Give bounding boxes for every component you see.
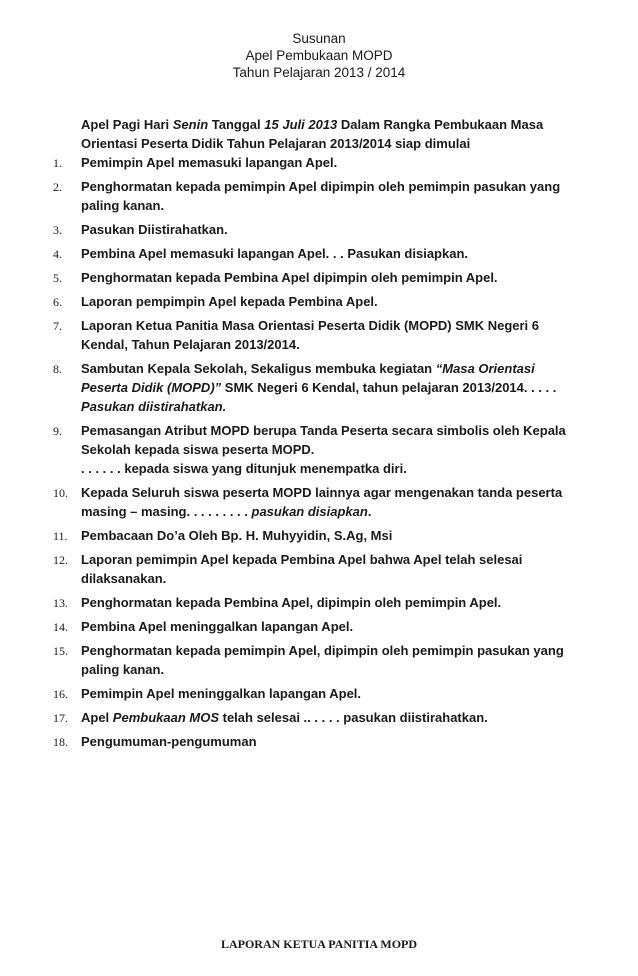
agenda-item-text bbox=[81, 550, 581, 588]
agenda-item-segment: Kepada Seluruh siswa peserta MOPD lainnya agar mengenakan tanda peserta masing – masing. . . . . . . . . bbox=[81, 485, 563, 519]
agenda-item-number: 10. bbox=[53, 486, 68, 500]
title-line-3: Tahun Pelajaran 2013 / 2014 bbox=[232, 65, 406, 80]
agenda-item-emphasis: “Masa Orientasi Peserta Didik (MOPD)” bbox=[81, 361, 535, 395]
agenda-item-segment: Penghormatan kepada Pembina Apel dipimpin oleh pemimpin Apel. bbox=[81, 270, 498, 285]
agenda-item-text bbox=[81, 421, 581, 478]
agenda-item-number: 9. bbox=[53, 424, 62, 438]
agenda-item-number: 3. bbox=[53, 223, 62, 237]
agenda-item-text bbox=[81, 292, 581, 311]
agenda-item-segment: Apel bbox=[81, 710, 113, 725]
agenda-item-segment: Penghormatan kepada pemimpin Apel dipimpin oleh pemimpin pasukan yang paling kanan. bbox=[81, 179, 561, 213]
agenda-item-emphasis: pasukan disiapkan bbox=[251, 504, 368, 519]
agenda-list bbox=[0, 153, 638, 756]
agenda-item-text bbox=[81, 268, 581, 287]
agenda-item-number: 1. bbox=[53, 156, 62, 170]
agenda-item-number: 5. bbox=[53, 271, 62, 285]
agenda-item-segment: Pembina Apel memasuki lapangan Apel. . . Pasukan disiapkan. bbox=[81, 246, 468, 261]
agenda-item bbox=[0, 359, 638, 416]
agenda-item-segment: Pasukan Diistirahatkan. bbox=[81, 222, 228, 237]
agenda-item-text bbox=[81, 220, 581, 239]
agenda-item bbox=[0, 550, 638, 588]
agenda-item-text bbox=[81, 641, 581, 679]
intro-paragraph bbox=[81, 115, 581, 153]
agenda-item-segment: SMK Negeri 6 Kendal, tahun pelajaran 2013/2014. . . . . bbox=[221, 380, 557, 395]
agenda-item-text bbox=[81, 316, 581, 354]
agenda-item-text bbox=[81, 593, 581, 612]
document-title bbox=[0, 30, 638, 81]
agenda-item-text bbox=[81, 684, 581, 703]
agenda-item-emphasis: Pembukaan MOS bbox=[112, 710, 219, 725]
agenda-item bbox=[0, 153, 638, 172]
agenda-item-segment: . . . . . . kepada siswa yang ditunjuk menempatka diri. bbox=[81, 461, 407, 476]
agenda-item-segment: Pemimpin Apel memasuki lapangan Apel. bbox=[81, 155, 338, 170]
agenda-item bbox=[0, 617, 638, 636]
agenda-item-number: 18. bbox=[53, 735, 68, 749]
agenda-item-number: 2. bbox=[53, 180, 62, 194]
agenda-item-text bbox=[81, 617, 581, 636]
agenda-item-number: 8. bbox=[53, 362, 62, 376]
agenda-item bbox=[0, 732, 638, 751]
intro-day: Senin bbox=[172, 117, 209, 132]
agenda-item-text bbox=[81, 359, 581, 416]
agenda-item-segment: Pembacaan Do’a Oleh Bp. H. Muhyyidin, S.Ag, Msi bbox=[81, 528, 393, 543]
agenda-item bbox=[0, 220, 638, 239]
intro-text-1: Apel Pagi Hari bbox=[81, 117, 173, 132]
agenda-item bbox=[0, 483, 638, 521]
agenda-item-segment: Pengumuman-pengumuman bbox=[81, 734, 257, 749]
agenda-item-text bbox=[81, 732, 581, 751]
agenda-item-text bbox=[81, 483, 581, 521]
agenda-item bbox=[0, 641, 638, 679]
title-line-2: Apel Pembukaan MOPD bbox=[245, 48, 393, 63]
page-footer: LAPORAN KETUA PANITIA MOPD bbox=[220, 937, 418, 951]
agenda-item-number: 7. bbox=[53, 319, 62, 333]
agenda-item-segment: Penghormatan kepada pemimpin Apel, dipimpin oleh pemimpin pasukan yang paling kanan. bbox=[81, 643, 564, 677]
agenda-item-number: 17. bbox=[53, 711, 68, 725]
agenda-item bbox=[0, 316, 638, 354]
agenda-item-segment: . bbox=[367, 504, 372, 519]
intro-date: 15 Juli 2013 bbox=[264, 117, 338, 132]
agenda-item-number: 4. bbox=[53, 247, 62, 261]
agenda-item-number: 14. bbox=[53, 620, 68, 634]
agenda-item-segment: Laporan pempimpin Apel kepada Pembina Apel. bbox=[81, 294, 378, 309]
agenda-item-number: 12. bbox=[53, 553, 68, 567]
agenda-item-number: 6. bbox=[53, 295, 62, 309]
agenda-item-text bbox=[81, 708, 581, 727]
agenda-item bbox=[0, 526, 638, 545]
agenda-item bbox=[0, 708, 638, 727]
agenda-item bbox=[0, 684, 638, 703]
agenda-item bbox=[0, 292, 638, 311]
title-line-1: Susunan bbox=[292, 31, 346, 46]
agenda-item-segment: Laporan Ketua Panitia Masa Orientasi Peserta Didik (MOPD) SMK Negeri 6 Kendal, Tahun Pelajaran 2013/2014. bbox=[81, 318, 540, 352]
agenda-item-segment: Laporan pemimpin Apel kepada Pembina Apel bahwa Apel telah selesai dilaksanakan. bbox=[81, 552, 523, 586]
agenda-item bbox=[0, 177, 638, 215]
agenda-item-text bbox=[81, 153, 581, 172]
agenda-item bbox=[0, 421, 638, 478]
agenda-item-segment: Penghormatan kepada Pembina Apel, dipimpin oleh pemimpin Apel. bbox=[81, 595, 502, 610]
agenda-item-emphasis: Pasukan diistirahatkan. bbox=[81, 399, 227, 414]
agenda-item-segment: Pemimpin Apel meninggalkan lapangan Apel. bbox=[81, 686, 362, 701]
intro-text-3: Dalam Rangka Pembukaan Masa Orientasi Peserta Didik Tahun Pelajaran 2013/2014 siap dimulai bbox=[81, 117, 544, 151]
agenda-item-text bbox=[81, 177, 581, 215]
agenda-item-text bbox=[81, 244, 581, 263]
agenda-item bbox=[0, 593, 638, 612]
agenda-item bbox=[0, 268, 638, 287]
agenda-item-number: 16. bbox=[53, 687, 68, 701]
agenda-item-text bbox=[81, 526, 581, 545]
agenda-item bbox=[0, 244, 638, 263]
intro-text-2: Tanggal bbox=[208, 117, 265, 132]
agenda-item-number: 13. bbox=[53, 596, 68, 610]
agenda-item-number: 11. bbox=[53, 529, 68, 543]
agenda-item-segment: Pembina Apel meninggalkan lapangan Apel. bbox=[81, 619, 354, 634]
agenda-item-segment: telah selesai .. . . . . pasukan diistirahatkan. bbox=[219, 710, 488, 725]
agenda-item-segment: Pemasangan Atribut MOPD berupa Tanda Peserta secara simbolis oleh Kepala Sekolah kepada siswa peserta MOPD. bbox=[81, 423, 566, 457]
agenda-item-segment: Sambutan Kepala Sekolah, Sekaligus membuka kegiatan bbox=[81, 361, 436, 376]
agenda-item-number: 15. bbox=[53, 644, 68, 658]
